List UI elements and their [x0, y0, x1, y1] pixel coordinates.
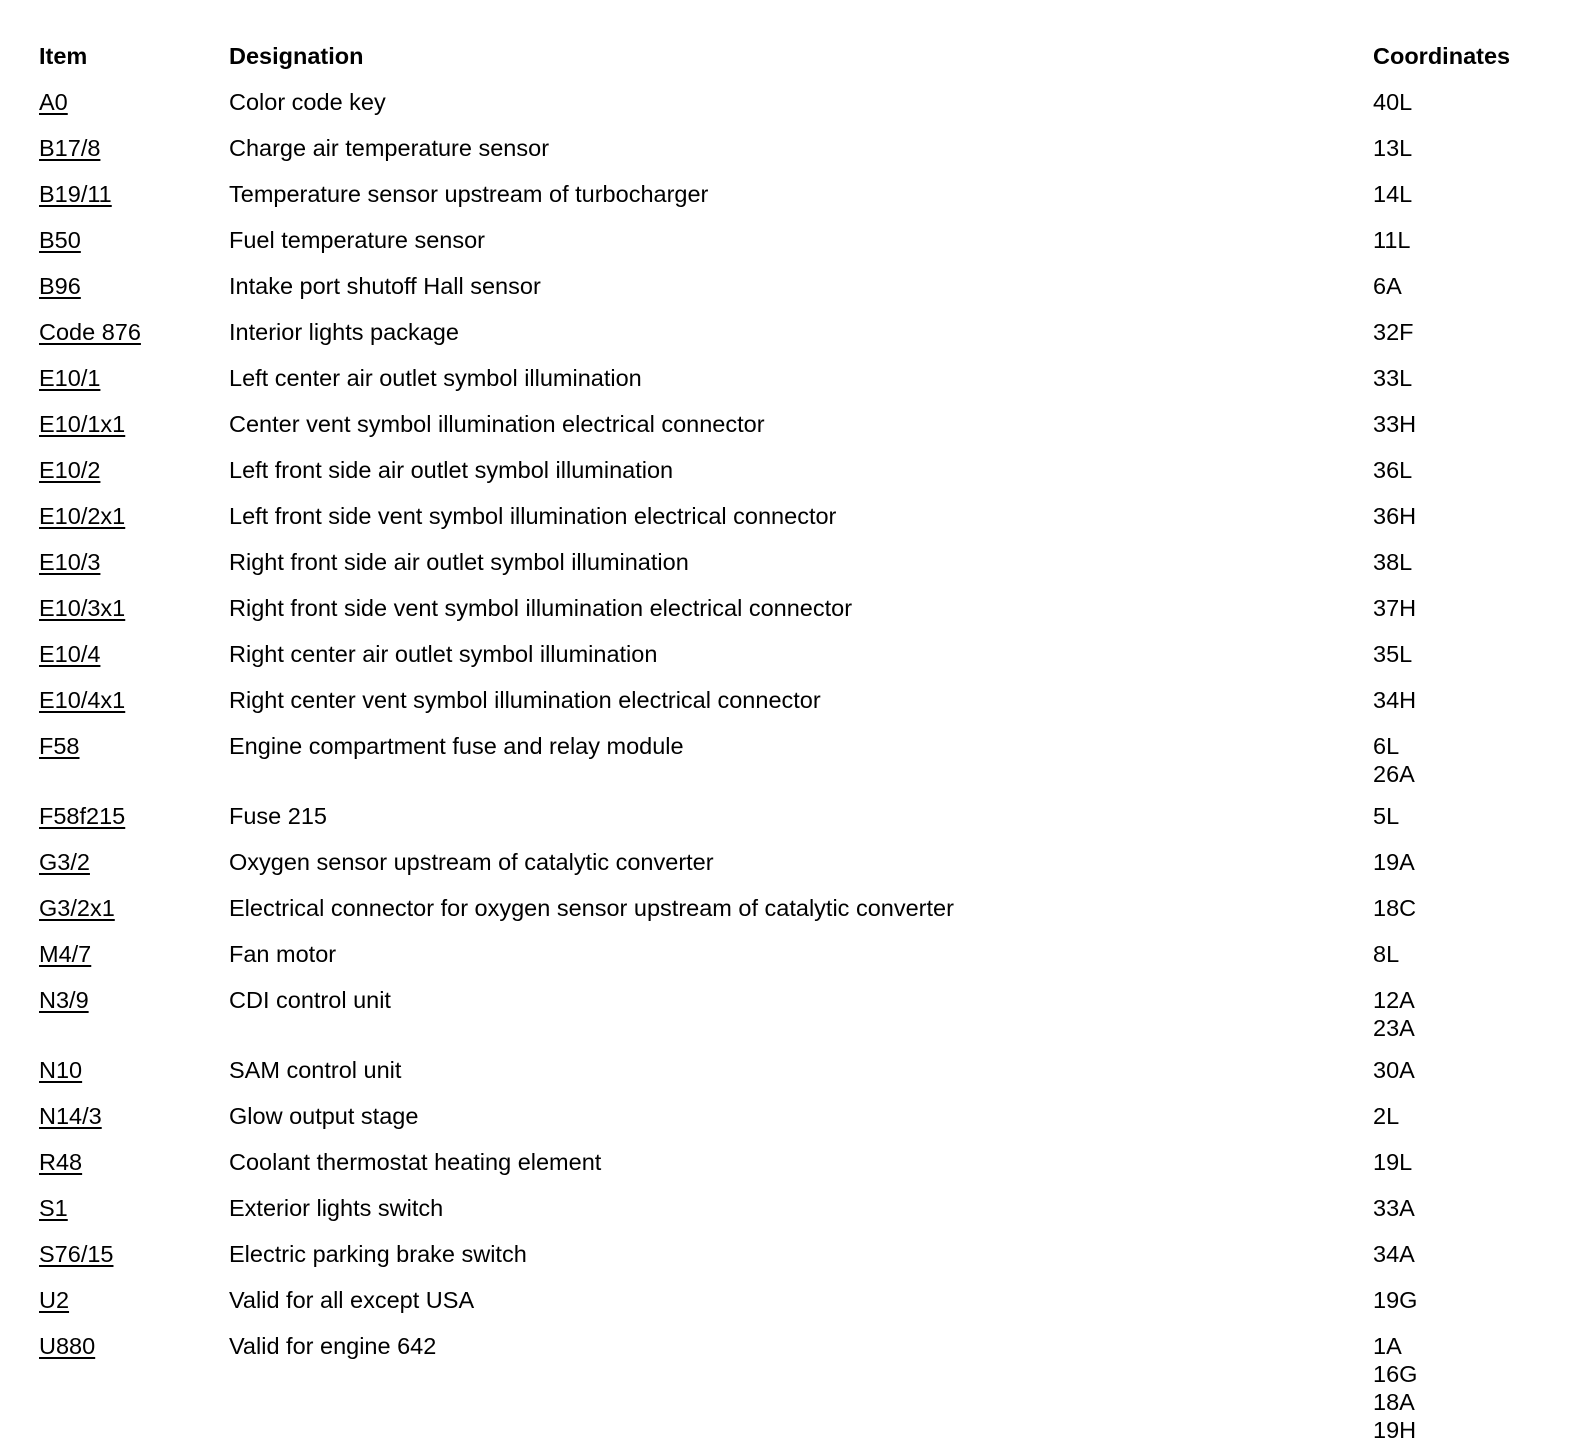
coordinates-cell: [1373, 410, 1569, 438]
coordinate-value: 5L: [1373, 803, 1400, 829]
designation-cell: Temperature sensor upstream of turbocharger: [229, 181, 709, 207]
item-cell: [39, 180, 229, 208]
designation-cell: Right front side vent symbol illumination electrical connector: [229, 595, 853, 621]
coordinates-cell: [1373, 548, 1569, 576]
table-row: [39, 360, 1569, 406]
item-cell: [39, 318, 229, 346]
designation-cell: Electric parking brake switch: [229, 1241, 527, 1267]
item-link[interactable]: B96: [39, 273, 81, 299]
coordinates-cell: [1373, 1148, 1569, 1176]
table-row: [39, 84, 1569, 130]
coordinates-cell: [1373, 502, 1569, 530]
coordinates-cell: [1373, 1332, 1569, 1444]
coordinate-value: 18A: [1373, 1389, 1415, 1415]
table-row: [39, 1098, 1569, 1144]
coordinates-cell: [1373, 940, 1569, 968]
table-header: [39, 38, 1569, 84]
item-cell: [39, 226, 229, 254]
item-link[interactable]: E10/2: [39, 457, 101, 483]
table-row: [39, 682, 1569, 728]
item-cell: [39, 940, 229, 968]
coordinates-cell: [1373, 732, 1569, 788]
designation-cell: Electrical connector for oxygen sensor upstream of catalytic converter: [229, 895, 954, 921]
table-row: [39, 1282, 1569, 1328]
item-link[interactable]: B19/11: [39, 181, 112, 207]
item-cell: [39, 1056, 229, 1084]
item-cell: [39, 1286, 229, 1314]
coordinates-cell: [1373, 272, 1569, 300]
item-link[interactable]: E10/4x1: [39, 687, 126, 713]
designation-cell: Left front side air outlet symbol illumination: [229, 457, 674, 483]
item-cell: [39, 1194, 229, 1222]
coordinate-value: 1A: [1373, 1333, 1402, 1359]
coordinates-cell: [1373, 802, 1569, 830]
coordinate-value: 26A: [1373, 761, 1415, 787]
designation-cell: Charge air temperature sensor: [229, 135, 550, 161]
designation-cell: Color code key: [229, 89, 386, 115]
item-cell: [39, 1148, 229, 1176]
coordinate-value: 8L: [1373, 941, 1400, 967]
coordinate-value: 2L: [1373, 1103, 1400, 1129]
item-cell: [39, 88, 229, 116]
designation-cell: Engine compartment fuse and relay module: [229, 733, 684, 759]
item-cell: [39, 1102, 229, 1130]
designation-cell: SAM control unit: [229, 1057, 402, 1083]
item-cell: [39, 894, 229, 922]
coordinates-cell: [1373, 1240, 1569, 1268]
item-cell: [39, 732, 229, 760]
designation-cell: Right center vent symbol illumination electrical connector: [229, 687, 821, 713]
table-row: [39, 1190, 1569, 1236]
item-cell: [39, 272, 229, 300]
table-row: [39, 936, 1569, 982]
coordinate-value: 36L: [1373, 457, 1413, 483]
table-row: [39, 222, 1569, 268]
item-cell: [39, 1332, 229, 1360]
coordinates-cell: [1373, 226, 1569, 254]
designation-cell: Fuse 215: [229, 803, 327, 829]
coordinate-value: 19G: [1373, 1287, 1418, 1313]
designation-cell: Right front side air outlet symbol illumination: [229, 549, 689, 575]
coordinates-cell: [1373, 986, 1569, 1042]
coordinates-cell: [1373, 1102, 1569, 1130]
item-link[interactable]: S1: [39, 1195, 68, 1221]
coordinate-value: 33H: [1373, 411, 1417, 437]
table-row: [39, 130, 1569, 176]
table-row: [39, 844, 1569, 890]
legend-table: [39, 38, 1569, 1454]
designation-cell: Fan motor: [229, 941, 337, 967]
designation-cell: Intake port shutoff Hall sensor: [229, 273, 541, 299]
item-link[interactable]: U880: [39, 1333, 96, 1359]
item-cell: [39, 686, 229, 714]
coordinate-value: 37H: [1373, 595, 1417, 621]
item-link[interactable]: E10/1: [39, 365, 101, 391]
item-link[interactable]: F58: [39, 733, 80, 759]
coordinates-cell: [1373, 134, 1569, 162]
designation-cell: Exterior lights switch: [229, 1195, 444, 1221]
item-cell: [39, 640, 229, 668]
item-cell: [39, 848, 229, 876]
item-cell: [39, 548, 229, 576]
coordinate-value: 35L: [1373, 641, 1413, 667]
coordinate-value: 33L: [1373, 365, 1413, 391]
designation-cell: Interior lights package: [229, 319, 459, 345]
coordinates-cell: [1373, 180, 1569, 208]
item-link[interactable]: E10/1x1: [39, 411, 126, 437]
item-link[interactable]: G3/2: [39, 849, 90, 875]
coordinate-value: 19L: [1373, 1149, 1413, 1175]
coordinates-cell: [1373, 894, 1569, 922]
coordinate-value: 36H: [1373, 503, 1417, 529]
designation-cell: Left front side vent symbol illumination electrical connector: [229, 503, 837, 529]
coordinate-value: 13L: [1373, 135, 1413, 161]
table-row: [39, 498, 1569, 544]
coordinates-cell: [1373, 1286, 1569, 1314]
item-link[interactable]: E10/3x1: [39, 595, 126, 621]
coordinates-cell: [1373, 1194, 1569, 1222]
table-row: [39, 728, 1569, 798]
item-cell: [39, 986, 229, 1014]
item-link[interactable]: U2: [39, 1287, 70, 1313]
item-link[interactable]: B50: [39, 227, 81, 253]
designation-cell: Center vent symbol illumination electrical connector: [229, 411, 765, 437]
table-row: [39, 1236, 1569, 1282]
designation-cell: Right center air outlet symbol illumination: [229, 641, 658, 667]
coordinates-cell: [1373, 640, 1569, 668]
coordinates-cell: [1373, 318, 1569, 346]
item-link[interactable]: B17/8: [39, 135, 101, 161]
coordinate-value: 19A: [1373, 849, 1415, 875]
coordinate-value: 34A: [1373, 1241, 1415, 1267]
table-row: [39, 544, 1569, 590]
item-link[interactable]: S76/15: [39, 1241, 114, 1267]
table-row: [39, 176, 1569, 222]
coordinate-value: 23A: [1373, 1015, 1415, 1041]
table-row: [39, 982, 1569, 1052]
coordinate-value: 19H: [1373, 1417, 1417, 1443]
coordinates-cell: [1373, 456, 1569, 484]
table-row: [39, 890, 1569, 936]
table-row: [39, 1052, 1569, 1098]
item-link[interactable]: N14/3: [39, 1103, 102, 1129]
item-cell: [39, 456, 229, 484]
item-link[interactable]: E10/4: [39, 641, 101, 667]
designation-cell: Coolant thermostat heating element: [229, 1149, 602, 1175]
coordinates-cell: [1373, 848, 1569, 876]
coordinate-value: 6L: [1373, 733, 1400, 759]
table-row: [39, 268, 1569, 314]
header-designation: Designation: [229, 43, 364, 69]
item-link[interactable]: M4/7: [39, 941, 92, 967]
table-row: [39, 1328, 1569, 1454]
coordinate-value: 38L: [1373, 549, 1413, 575]
item-cell: [39, 502, 229, 530]
coordinates-cell: [1373, 364, 1569, 392]
coordinate-value: 34H: [1373, 687, 1417, 713]
coordinate-value: 12A: [1373, 987, 1415, 1013]
designation-cell: Glow output stage: [229, 1103, 419, 1129]
coordinate-value: 40L: [1373, 89, 1413, 115]
coordinate-value: 30A: [1373, 1057, 1415, 1083]
item-cell: [39, 134, 229, 162]
coordinates-cell: [1373, 594, 1569, 622]
table-row: [39, 452, 1569, 498]
header-coordinates: Coordinates: [1373, 43, 1511, 69]
coordinate-value: 6A: [1373, 273, 1402, 299]
item-link[interactable]: R48: [39, 1149, 83, 1175]
designation-cell: Valid for all except USA: [229, 1287, 475, 1313]
item-link[interactable]: A0: [39, 89, 68, 115]
coordinates-cell: [1373, 1056, 1569, 1084]
item-cell: [39, 364, 229, 392]
table-row: [39, 636, 1569, 682]
table-row: [39, 406, 1569, 452]
item-link[interactable]: E10/2x1: [39, 503, 126, 529]
item-cell: [39, 1240, 229, 1268]
item-link[interactable]: N3/9: [39, 987, 89, 1013]
item-cell: [39, 802, 229, 830]
coordinates-cell: [1373, 88, 1569, 116]
table-row: [39, 1144, 1569, 1190]
header-item: Item: [39, 43, 88, 69]
table-row: [39, 798, 1569, 844]
designation-cell: Fuel temperature sensor: [229, 227, 486, 253]
item-cell: [39, 594, 229, 622]
designation-cell: Valid for engine 642: [229, 1333, 437, 1359]
coordinates-cell: [1373, 686, 1569, 714]
coordinate-value: 32F: [1373, 319, 1414, 345]
table-body: [39, 84, 1569, 1454]
designation-cell: Oxygen sensor upstream of catalytic converter: [229, 849, 714, 875]
item-cell: [39, 410, 229, 438]
item-link[interactable]: Code 876: [39, 319, 141, 345]
coordinate-value: 11L: [1373, 227, 1411, 253]
table-row: [39, 314, 1569, 360]
coordinate-value: 18C: [1373, 895, 1417, 921]
coordinate-value: 33A: [1373, 1195, 1415, 1221]
item-link[interactable]: F58f215: [39, 803, 126, 829]
item-link[interactable]: E10/3: [39, 549, 101, 575]
item-link[interactable]: G3/2x1: [39, 895, 115, 921]
item-link[interactable]: N10: [39, 1057, 83, 1083]
coordinate-value: 14L: [1373, 181, 1413, 207]
coordinate-value: 16G: [1373, 1361, 1418, 1387]
table-row: [39, 590, 1569, 636]
designation-cell: Left center air outlet symbol illumination: [229, 365, 642, 391]
designation-cell: CDI control unit: [229, 987, 391, 1013]
